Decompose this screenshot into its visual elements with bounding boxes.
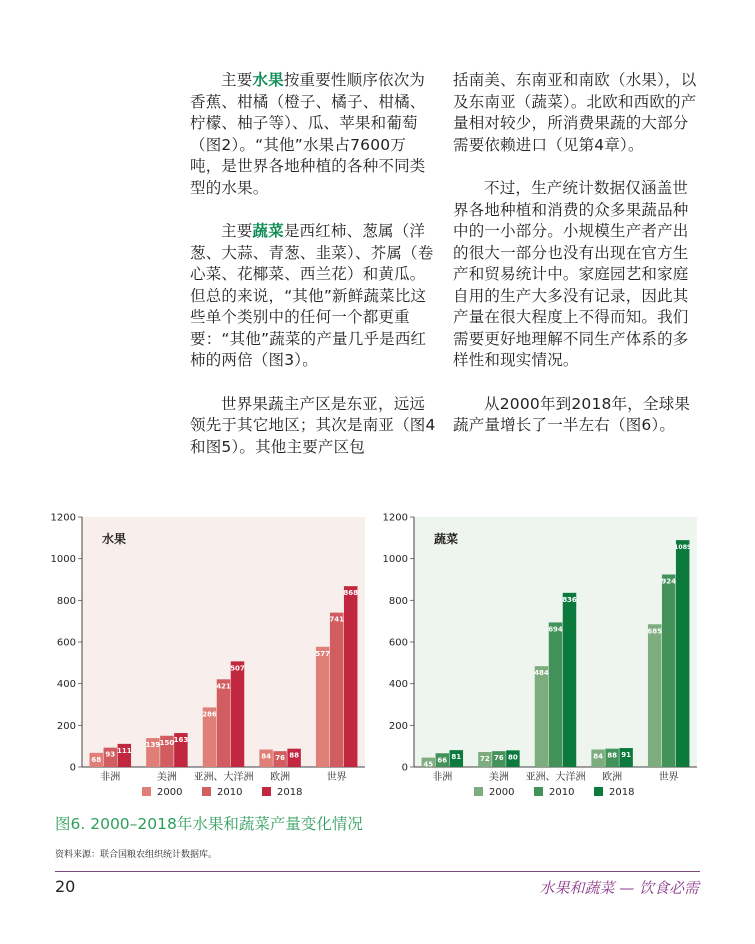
paragraph-statistics: 不过，生产统计数据仅涵盖世界各地种植和消费的众多果蔬品种中的一小部分。小规模生产者产出的很大一部分也没有出现在官方生产和贸易统计中。家庭园艺和家庭自用的生产大多没有记录，因此其产量在很大程度上不得而知。我们需要更好地理解不同生产体系的多样性和现实情况。 <box>453 179 689 369</box>
paragraph-growth: 从2000年到2018年，全球果蔬产量增长了一半左右（图6）。 <box>453 394 691 434</box>
veg-bar-value-label: 66 <box>437 756 448 765</box>
fruit-bar <box>316 647 330 767</box>
fruit-chart-title: 水果 <box>102 532 127 546</box>
veg-y-tick-label: 800 <box>388 595 408 607</box>
veg-bar-value-label: 81 <box>451 753 462 762</box>
fruit-y-tick-label: 200 <box>56 720 76 732</box>
veg-bar-value-label: 484 <box>534 669 549 678</box>
fruit-y-tick-label: 1000 <box>50 554 76 566</box>
veg-legend-swatch <box>474 787 483 796</box>
fruit-bar-value-label: 139 <box>145 741 161 750</box>
veg-category-label: 非洲 <box>432 772 453 783</box>
fruit-y-tick-label: 600 <box>56 637 76 649</box>
chart-vegetable <box>372 505 707 810</box>
fruit-category-label: 非洲 <box>100 772 121 783</box>
veg-bar-value-label: 91 <box>621 751 631 760</box>
veg-bar-value-label: 88 <box>607 751 617 760</box>
fruit-bar-value-label: 93 <box>105 750 116 759</box>
veg-legend-swatch <box>594 787 603 796</box>
fruit-category-label: 欧洲 <box>270 772 291 783</box>
veg-bar-value-label: 80 <box>508 753 518 762</box>
paragraph-regions-cont: 括南美、东南亚和南欧（水果），以及东南亚（蔬菜）。北欧和西欧的产量相对较少，所消费果蔬的大部分需要依赖进口（见第4章）。 <box>453 71 697 154</box>
veg-category-label: 亚洲、大洋洲 <box>525 772 586 783</box>
veg-y-tick-label: 600 <box>388 637 408 649</box>
page-number: 20 <box>55 877 76 896</box>
veg-chart-title: 蔬菜 <box>434 532 459 546</box>
veg-bar-value-label: 1089 <box>674 544 692 552</box>
veg-bar <box>549 622 563 767</box>
fruit-legend-label: 2000 <box>157 787 183 798</box>
fruit-bar-value-label: 421 <box>216 682 231 691</box>
veg-bar <box>563 593 577 767</box>
footer-divider <box>55 871 700 872</box>
fruit-y-tick-label: 1200 <box>50 512 76 524</box>
paragraph-regions: 世界果蔬主产区是东亚，远远领先于其它地区；其次是南亚（图4和图5）。其他主要产区包 <box>190 394 436 456</box>
fruit-legend-swatch <box>202 787 211 796</box>
veg-y-tick-label: 400 <box>388 679 408 691</box>
fruit-bar-value-label: 741 <box>329 615 345 624</box>
veg-bar-value-label: 685 <box>647 627 663 636</box>
fruit-bar <box>330 613 344 767</box>
veg-bar <box>535 666 549 767</box>
chart-fruit <box>40 505 375 810</box>
veg-bar-value-label: 72 <box>480 755 490 763</box>
veg-y-tick-label: 0 <box>401 762 408 774</box>
fruit-y-tick-label: 0 <box>69 762 76 774</box>
fruit-bar-value-label: 84 <box>261 752 271 761</box>
veg-bar <box>676 540 690 767</box>
fruit-bar-value-label: 868 <box>343 589 359 598</box>
fruit-bar-value-label: 150 <box>159 738 175 747</box>
veg-y-tick-label: 1000 <box>382 554 408 566</box>
fruit-category-label: 亚洲、大洋洲 <box>193 772 254 783</box>
fruit-bar <box>217 679 231 767</box>
fruit-legend-swatch <box>142 787 151 796</box>
running-footer-title: 水果和蔬菜 — 饮食必需 <box>539 879 699 897</box>
fruit-bar-value-label: 286 <box>202 710 217 719</box>
fruit-bar-value-label: 76 <box>275 754 285 763</box>
text-column-right <box>453 70 700 459</box>
veg-bar <box>662 575 676 768</box>
veg-category-label: 欧洲 <box>602 772 623 783</box>
veg-y-tick-label: 1200 <box>382 512 408 524</box>
keyword-vegetable: 蔬菜 <box>252 222 284 240</box>
paragraph-fruit: 主要水果按重要性顺序依次为香蕉、柑橘（橙子、橘子、柑橘、柠檬、柚子等）、瓜、苹果和葡萄（图2）。“其他”水果占7600万吨，是世界各地种植的各种不同类型的水果。 <box>190 71 426 197</box>
veg-bar-value-label: 836 <box>562 595 577 604</box>
fruit-y-tick-label: 400 <box>56 679 76 691</box>
veg-bar-value-label: 84 <box>593 752 603 761</box>
text-column-left <box>190 70 436 480</box>
fruit-bar-value-label: 577 <box>315 649 331 658</box>
fruit-bar-value-label: 111 <box>116 746 132 755</box>
veg-legend-swatch <box>534 787 543 796</box>
fruit-bar-value-label: 68 <box>91 755 102 764</box>
veg-bar-value-label: 45 <box>423 760 434 769</box>
veg-category-label: 世界 <box>658 772 679 783</box>
veg-legend-label: 2018 <box>609 787 635 798</box>
fruit-bar <box>344 586 358 767</box>
veg-bar <box>648 624 662 767</box>
veg-legend-label: 2010 <box>549 787 575 798</box>
veg-y-tick-label: 200 <box>388 720 408 732</box>
fruit-bar-value-label: 507 <box>230 664 245 673</box>
veg-category-label: 美洲 <box>488 772 509 783</box>
fruit-bar-value-label: 163 <box>173 736 189 745</box>
fruit-bar <box>231 661 245 767</box>
fruit-y-tick-label: 800 <box>56 595 76 607</box>
keyword-fruit: 水果 <box>252 71 284 89</box>
veg-bar-value-label: 76 <box>494 754 504 763</box>
fruit-category-label: 世界 <box>326 772 347 783</box>
fruit-legend-label: 2010 <box>217 787 243 798</box>
veg-legend-label: 2000 <box>489 787 515 798</box>
fruit-legend-label: 2018 <box>277 787 303 798</box>
fruit-bar-value-label: 88 <box>289 751 299 760</box>
fruit-category-label: 美洲 <box>156 772 177 783</box>
paragraph-vegetable: 主要蔬菜是西红柿、葱属（洋葱、大蒜、青葱、韭菜）、芥属（卷心菜、花椰菜、西兰花）和黄瓜。但总的来说，“其他”新鲜蔬菜比这些单个类别中的任何一个都更重要：“其他”蔬菜的产量几乎是西红柿的两倍（图3）。 <box>190 222 434 369</box>
source-note: 资料来源：联合国粮农组织统计数据库。 <box>55 850 218 860</box>
veg-bar-value-label: 924 <box>661 577 677 586</box>
veg-bar-value-label: 694 <box>548 625 563 634</box>
figure-caption: 图6. 2000–2018年水果和蔬菜产量变化情况 <box>55 815 363 833</box>
fruit-legend-swatch <box>262 787 271 796</box>
